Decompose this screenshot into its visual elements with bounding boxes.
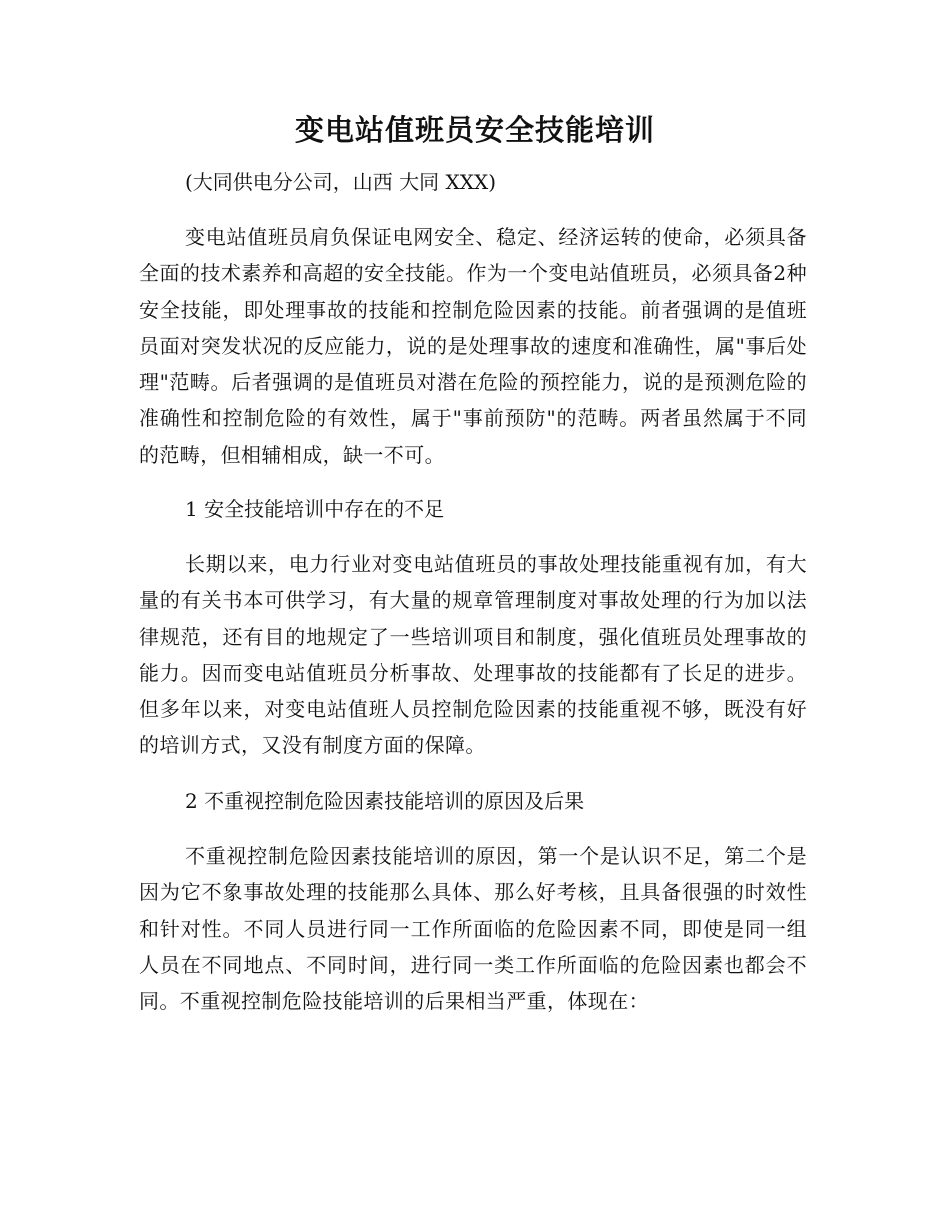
document-title: 变电站值班员安全技能培训 (294, 113, 655, 147)
body-paragraph-2: 长期以来，电力行业对变电站值班员的事故处理技能重视有加，有大量的有关书本可供学习，有大量的规章管理制度对事故处理的行为加以法律规范，还有目的地规定了一些培训项目和制度，强化值班员处理事故的能力。因而变电站值班员分析事故、处理事故的技能都有了长足的进步。 但多年以来，对变电站值班人员控制危险因素的技能重视不够，既没有好的培训方式，又没有制度方面的保障。 (139, 552, 807, 758)
body-paragraph-1: 变电站值班员肩负保证电网安全、稳定、经济运转的使命，必须具备全面的技术素养和高超的安全技能。作为一个变电站值班员，必须具备2种安全技能，即处理事故的技能和控制危险因素的技能。前者强调的是值班员面对突发状况的反应能力，说的是处理事故的速度和准确性，属"事后处理"范畴。后者强调的是值班员对潜在危险的预控能力，说的是预测危险的准确性和控制危险的有效性，属于"事前预防"的范畴。两者虽然属于不同的范畴，但相辅相成，缺一不可。 (139, 225, 807, 467)
author-affiliation: (大同供电分公司，山西 大同 XXX) (185, 170, 497, 194)
body-paragraph-3: 不重视控制危险因素技能培训的原因，第一个是认识不足，第二个是因为它不象事故处理的技能那么具体、那么好考核，且具备很强的时效性和针对性。不同人员进行同一工作所面临的危险因素不同，即使是同一组人员在不同地点、不同时间，进行同一类工作所面临的危险因素也都会不同。不重视控制危险技能培训的后果相当严重，体现在： (139, 844, 807, 1014)
section-heading-2: 2 不重视控制危险因素技能培训的原因及后果 (185, 789, 585, 813)
section-heading-1: 1 安全技能培训中存在的不足 (185, 497, 445, 521)
